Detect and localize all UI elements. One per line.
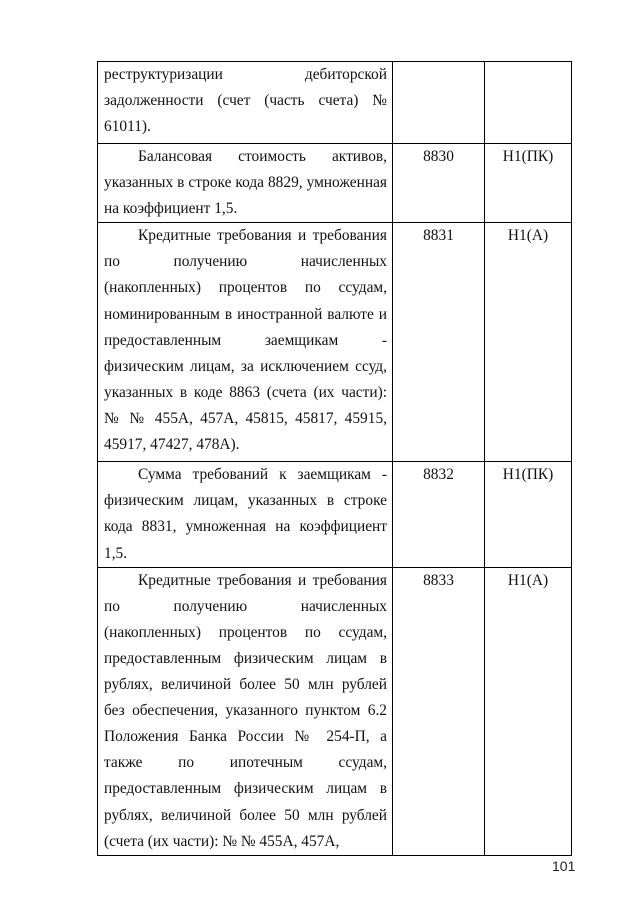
description-cell (98, 567, 393, 855)
description-cell (98, 62, 393, 144)
indicator-value: Н1(ПК) (502, 466, 554, 484)
code-value: 8830 (423, 148, 454, 165)
code-cell (393, 144, 485, 223)
indicator-cell (485, 62, 572, 144)
indicator-cell (485, 144, 572, 223)
code-value: 8831 (423, 227, 454, 245)
code-value: 8833 (423, 571, 454, 589)
indicator-value: Н1(А) (507, 571, 549, 589)
code-cell (393, 62, 485, 144)
codes-table (97, 61, 572, 856)
code-value: 8832 (423, 466, 454, 484)
description-text: Кредитные требования и требования по получению начисленных (накопленных) процентов по ссудам, номинированным в иностранной валюте и предоставленным заемщикам - физическим лицам, за исключением ссуд, указанных в коде 8863 (счета (их части): № № 455А, 457А, 45815, 45817, 45915, 45917, 47427, 478А). (104, 227, 387, 454)
description-text: Сумма требований к заемщикам - физическим лицам, указанных в строке кода 8831, умноженная на коэффициент 1,5. (104, 466, 387, 562)
indicator-cell (485, 223, 572, 462)
description-cell (98, 223, 393, 462)
code-cell (393, 462, 485, 567)
description-cell (98, 462, 393, 567)
description-text: Балансовая стоимость активов, указанных в строке кода 8829, умноженная на коэффициент 1,5. (104, 148, 387, 218)
code-cell (393, 567, 485, 855)
indicator-value: Н1(А) (507, 227, 549, 245)
indicator-value: Н1(ПК) (502, 148, 554, 165)
table-row (98, 144, 572, 223)
description-text: Кредитные требования и требования по получению начисленных (накопленных) процентов по ссудам, предоставленным физическим лицам в рублях, величиной более 50 млн рублей без обеспечения, указанного пунктом 6.2 Положения Банка России № 254-П, а также по ипотечным ссудам, предоставленным физическим лицам в рублях, величиной более 50 млн рублей (счета (их части): № № 455А, 457А, (104, 571, 387, 850)
indicator-cell (485, 462, 572, 567)
description-text: реструктуризации дебиторской задолженности (счет (часть счета) № 61011). (104, 66, 387, 136)
code-cell (393, 223, 485, 462)
indicator-cell (485, 567, 572, 855)
table-row (98, 567, 572, 855)
description-cell (98, 144, 393, 223)
page-number: 101 (552, 858, 576, 874)
table-row (98, 223, 572, 462)
table-row (98, 462, 572, 567)
table-row (98, 62, 572, 144)
